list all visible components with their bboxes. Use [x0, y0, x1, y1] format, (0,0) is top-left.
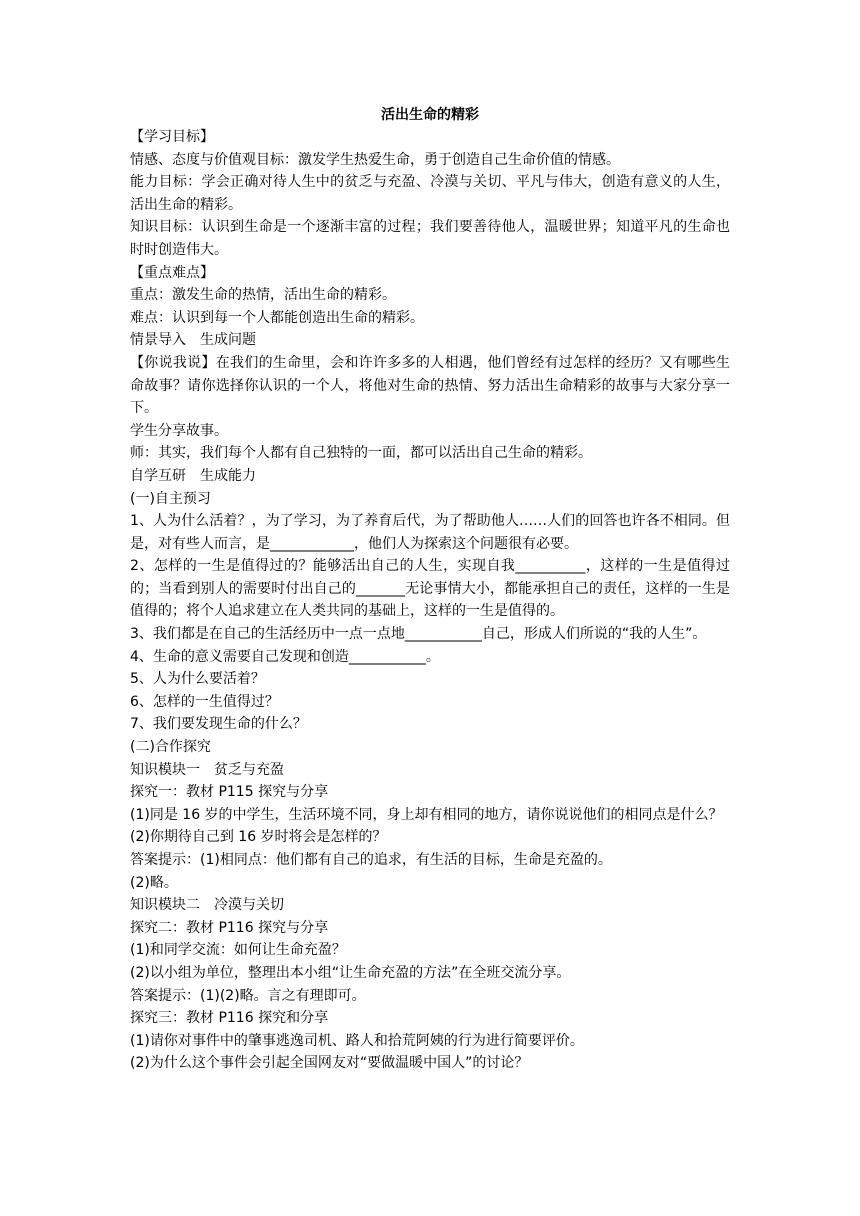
- document-line: (一)自主预习: [130, 490, 211, 507]
- document-line: 情感、态度与价值观目标：激发学生热爱生命，勇于创造自己生命价值的情感。: [130, 151, 620, 168]
- document-line: 学生分享故事。: [130, 422, 228, 439]
- document-line: 情景导入 生成问题: [130, 332, 256, 349]
- document-line: 知识目标：认识到生命是一个逐渐丰富的过程；我们要善待他人，温暖世界；知道平凡的生命也时时创造伟大。: [130, 219, 730, 258]
- document-line: 探究二：教材 P116 探究与分享: [130, 919, 329, 936]
- document-line: 知识模块二 冷漠与关切: [130, 897, 284, 914]
- document-line: 答案提示：(1)相同点：他们都有自己的追求，有生活的目标，生命是充盈的。: [130, 852, 612, 868]
- document-line: 探究一：教材 P115 探究与分享: [130, 784, 329, 801]
- document-line: 自学互研 生成能力: [130, 467, 256, 484]
- document-line: 【重点难点】: [130, 264, 214, 281]
- document-line: 师：其实，我们每个人都有自己独特的一面，都可以活出自己生命的精彩。: [130, 445, 592, 462]
- document-line: 答案提示：(1)(2)略。言之有理即可。: [130, 987, 366, 1004]
- document-line: 难点：认识到每一个人都能创造出生命的精彩。: [130, 309, 424, 326]
- document-title: 活出生命的精彩: [381, 107, 479, 123]
- document-line: 【你说我说】在我们的生命里，会和许许多多的人相遇，他们曾经有过怎样的经历？又有哪些生命故事？请你选择你认识的一个人，将他对生命的热情、努力活出生命精彩的故事与大家分享一下。: [130, 354, 730, 417]
- document-line: (2)略。: [130, 874, 178, 891]
- document-line: (1)同是 16 岁的中学生，生活环境不同，身上却有相同的地方，请你说说他们的相同点是什么？: [130, 806, 723, 823]
- document-line: (2)以小组为单位，整理出本小组“让生命充盈的方法”在全班交流分享。: [130, 964, 571, 981]
- document-line: 【学习目标】: [130, 129, 214, 145]
- document-line: 知识模块一 贫乏与充盈: [130, 761, 284, 778]
- document-line: (1)请你对事件中的肇事逃逸司机、路人和拾荒阿姨的行为进行简要评价。: [130, 1032, 584, 1049]
- document-line: 探究三：教材 P116 探究和分享: [130, 1010, 329, 1027]
- document-line: 2、怎样的一生是值得过的？能够活出自己的人生，实现自我__________，这样的一生是值得过的；当看到别人的需要时付出自己的_______无论事情大小，都能承担自己的责任，这样的一生是值得的；将个人追求建立在人类共同的基础上，这样的一生是值得的。: [130, 558, 730, 620]
- document-line: 5、人为什么要活着？: [130, 671, 265, 688]
- document-line: 7、我们要发现生命的什么？: [130, 716, 307, 733]
- document-line: 3、我们都是在自己的生活经历中一点一点地___________自己，形成人们所说的“我的人生”。: [130, 626, 707, 643]
- document-line: 重点：激发生命的热情，活出生命的精彩。: [130, 287, 396, 304]
- document-line: 6、怎样的一生值得过？: [130, 693, 279, 710]
- document-body: [130, 104, 730, 1075]
- document-line: 能力目标：学会正确对待人生中的贫乏与充盈、冷漠与关切、平凡与伟大，创造有意义的人生，活出生命的精彩。: [130, 174, 730, 213]
- document-line: (1)和同学交流：如何让生命充盈？: [130, 942, 346, 959]
- document-line: (二)合作探究: [130, 739, 211, 756]
- document-line: (2)你期待自己到 16 岁时将会是怎样的？: [130, 829, 387, 846]
- document-line: (2)为什么这个事件会引起全国网友对“要做温暖中国人”的讨论？: [130, 1055, 529, 1072]
- document-line: 4、生命的意义需要自己发现和创造___________。: [130, 648, 440, 665]
- document-line: 1、人为什么活着？，为了学习，为了养育后代，为了帮助他人……人们的回答也许各不相同。但是，对有些人而言，是____________，他们人为探索这个问题很有必要。: [130, 513, 730, 552]
- document-lines: [130, 126, 730, 1075]
